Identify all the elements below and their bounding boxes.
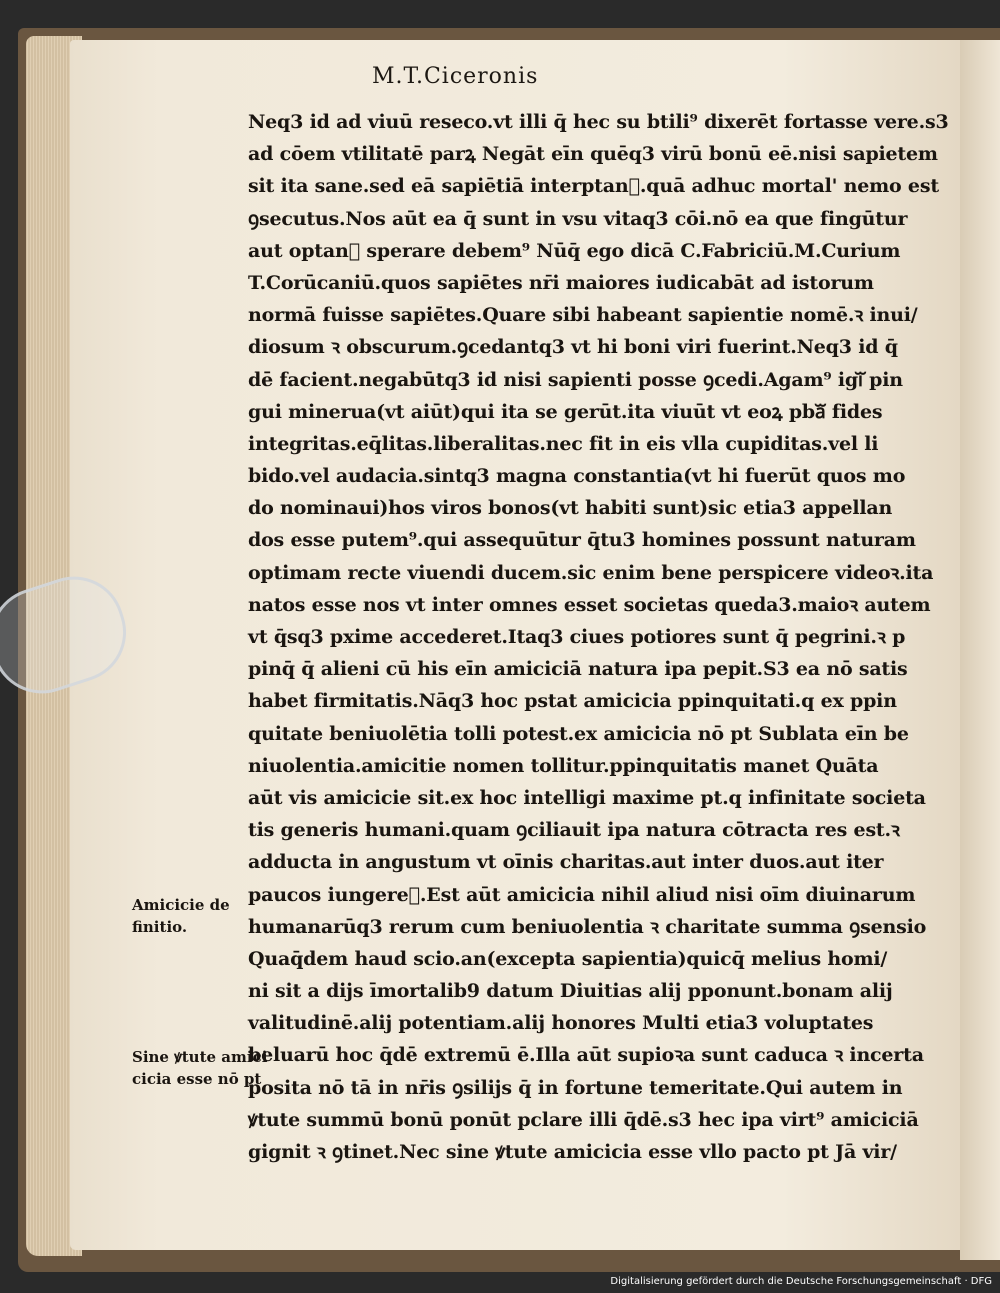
main-text-block [248,106,949,1168]
text-line: habet firmitatis.Nāq3 hoc pstat amicicia ppinquitati.q ex ppin [248,690,897,713]
text-line: Quaq̄dem haud scio.an(excepta sapientia)quicq̄ melius homi/ [248,947,888,970]
text-line: pinq̄ q̄ alieni cū his eīn amiciciā natura ipa pepit.S3 ea nō satis [248,658,908,681]
text-line: ꝯsecutus.Nos aūt ea q̄ sunt in vsu vitaq3 cōi.nō ea que fingūtur [248,207,908,230]
text-line: beluarū hoc q̄dē extremū ē.Illa aūt supioꝛa sunt caduca ꝛ incerta [248,1044,924,1067]
text-line: do nominaui)hos viros bonos(vt habiti sunt)sic etia3 appellan [248,497,893,520]
margin-note-line: Amicicie de [132,896,230,914]
text-line: natos esse nos vt inter omnes esset societas queda3.maioꝛ autem [248,593,931,616]
text-line: diosum ꝛ obscurum.ꝯcedantq3 vt hi boni viri fuerint.Neq3 id q̄ [248,336,898,359]
text-line: tis generis humani.quam ꝯciliauit ipa natura cōtracta res est.ꝛ [248,819,900,842]
margin-note-virtue [132,1046,267,1090]
facing-page-gutter [960,40,1000,1260]
text-line: humanarūq3 rerum cum beniuolentia ꝛ charitate summa ꝯsensio [248,915,927,938]
text-line: ꝟtute summū bonū ponūt pclare illi q̄dē.s3 hec ipa virt⁹ amiciciā [248,1108,919,1131]
text-line: integritas.eq̄litas.liberalitas.nec fit in eis vlla cupiditas.vel li [248,432,879,455]
running-head: M.T.Ciceronis [372,64,539,89]
margin-note-line: cicia esse nō pt [132,1070,262,1088]
text-line: adducta in angustum vt oīnis charitas.aut inter duos.aut iter [248,851,884,874]
text-line: ni sit a dijs īmortalib9 datum Diuitias alij pponunt.bonam alij [248,980,893,1003]
text-line: gui minerua(vt aiūt)qui ita se gerūt.ita viuūt vt eoꝝ pbaᷓ fides [248,400,883,423]
text-line: dos esse putem⁹.qui assequūtur q̄tu3 homines possunt naturam [248,529,916,552]
text-line: vt q̄sq3 pxime accederet.Itaq3 ciues potiores sunt q̄ pegrini.ꝛ p [248,626,906,648]
text-line: posita nō tā in nr̄is ꝯsilijs q̄ in fortune temeritate.Qui autem in [248,1076,903,1099]
text-line: gignit ꝛ ꝯtinet.Nec sine ꝟtute amicicia esse vllo pacto pt Jā vir/ [248,1141,897,1163]
text-line: optimam recte viuendi ducem.sic enim bene perspicere videoꝛ.ita [248,561,934,584]
text-line: dē facient.negabūtq3 id nisi sapienti posse ꝯcedi.Agam⁹ igiᷓ pin [248,368,903,391]
text-line: sit ita sane.sed eā sapiētiā interptanᷓ.quā adhuc mortal' nemo est [248,175,939,198]
text-line: bido.vel audacia.sintq3 magna constantia(vt hi fuerūt quos mo [248,465,906,488]
text-line: T.Corūcaniū.quos sapiētes nr̄i maiores iudicabāt ad istorum [248,271,874,294]
text-line: ad cōem vtilitatē parꝝ Negāt eīn quēq3 virū bonū eē.nisi sapietem [248,143,938,166]
text-line: quitate beniuolētia tolli potest.ex amicicia nō pt Sublata eīn be [248,722,909,745]
margin-note-line: finitio. [132,918,188,936]
margin-note-definition [132,894,230,938]
text-line: paucos iungereᷓ.Est aūt amicicia nihil aliud nisi oīm diuinarum [248,883,916,906]
text-line: aut optanᷓ sperare debem⁹ Nūq̄ ego dicā C.Fabriciū.M.Curium [248,239,901,262]
text-line: valitudinē.alij potentiam.alij honores Multi etia3 voluptates [248,1012,874,1035]
margin-note-line: Sine ꝟtute amici [132,1048,268,1066]
text-line: niuolentia.amicitie nomen tollitur.ppinquitatis manet Quāta [248,754,879,777]
text-line: normā fuisse sapiētes.Quare sibi habeant sapientie nomē.ꝛ inui/ [248,304,918,327]
dfg-footer: Digitalisierung gefördert durch die Deutsche Forschungsgemeinschaft · DFG [610,1276,992,1287]
text-line: aūt vis amicicie sit.ex hoc intelligi maxime pt.q infinitate societa [248,786,926,809]
text-line: Neq3 id ad viuū reseco.vt illi q̄ hec su btili⁹ dixerēt fortasse vere.s3 [248,111,949,133]
